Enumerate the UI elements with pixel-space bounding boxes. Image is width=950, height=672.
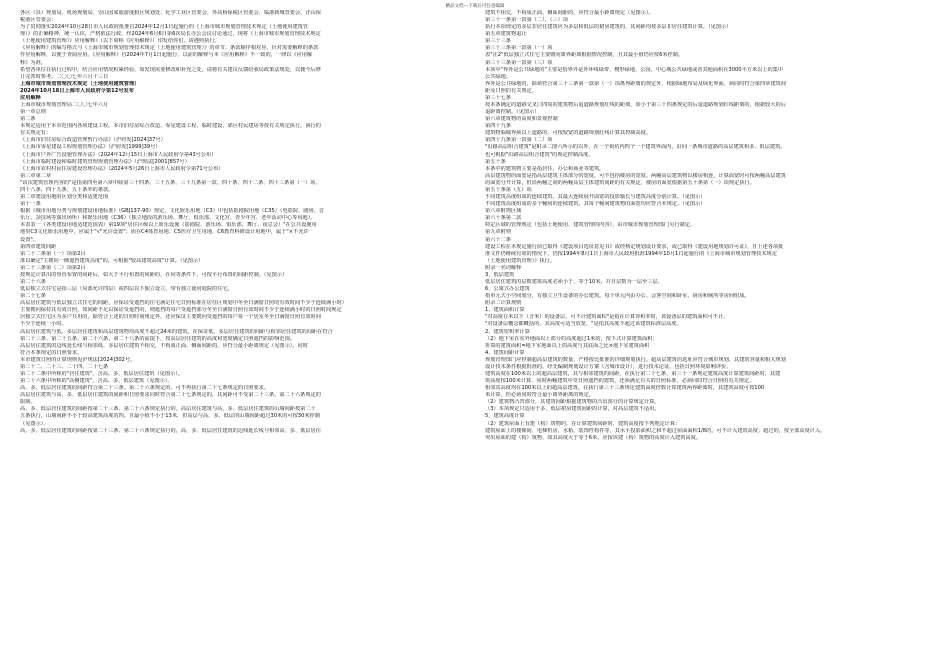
text-line: 规划管理部门应控制超高层建筑的数量，严格按比批准的详细规划执行。超高层建筑的选址应符合城市规划，其建筑容量和相关规划 bbox=[485, 356, 786, 363]
text-line: 释》为准。 bbox=[20, 59, 46, 66]
text-line: 第三十一条第一款第（二）、（三）项 bbox=[485, 17, 568, 24]
text-line: 3、低层建筑 bbox=[485, 271, 515, 278]
text-line: 特定区域的管理规定（包括土地使用、建筑管理的内容），由市城市规划管理部门另行制定。 bbox=[485, 222, 696, 229]
text-line: 第二十六条 bbox=[20, 278, 46, 285]
text-line: 《应用解释》的编写格式与《上海市城市规划管理技术规定（土地使用建筑管理）》的章节、条款顺序相对应，针对需要解释的条款 bbox=[20, 45, 319, 52]
left-column bbox=[20, 10, 460, 435]
text-line: 《上海市农村村民住房建设管理办法》（2024年5月26日上海市人民政府令第71号公布） bbox=[20, 165, 224, 172]
text-line: 第二章建设用地的区划分类和适建范围 bbox=[20, 194, 109, 201]
text-line: "沿路高层组合建筑"是附录二图六所示的以外，在一个街坊内四个一个建筑界面内，沿同一条城市道路的高层建筑和多、低层建筑， bbox=[485, 144, 786, 151]
text-line: 折算的建筑面积=地下室地面以上的高度与其底面之比×地下室建筑面积 bbox=[485, 342, 650, 349]
text-line: 上海市城市规划管理局二〇〇七年六月 bbox=[20, 102, 109, 109]
text-line: 执行本项规定的多层非居住建筑应为多层和低层的裙房建筑的，其间距均按多层非居住建筑计算。（见图示） bbox=[485, 24, 732, 31]
text-line: 第二十七条 bbox=[20, 293, 46, 300]
text-line: 四十八条、四十九条、五十条外的条款。 bbox=[20, 186, 114, 193]
text-line: 理）》的正确精神，统一认识，严格依法行政，经2024年6月6日第6次局长办公会议讨论通过，现将《上海市城市规划管理技术规定 bbox=[20, 31, 321, 38]
text-line: 希望各单位在执行过程中，结合应用情况积累经验，如发现需要修改和补充之处，请将有关建议反馈给我局政策法规处，以便今后修 bbox=[20, 66, 321, 73]
text-line: 第二十二条中所称的"居住建筑"，含高、多、低层居住建筑（见图示）。 bbox=[20, 370, 183, 377]
text-line: 高层居住建筑的边线延长线与相邻低、多层居住建筑不相交，不构成正面、侧面间距的，应符合最小距离规定（见图示）。同时 bbox=[20, 342, 308, 349]
text-line: 第三十七条 bbox=[485, 94, 511, 101]
text-line: 第三十三条第一款第（一）项 bbox=[485, 45, 553, 52]
text-line: 米计算，但必须同时符合最小离界距离的规定。 bbox=[485, 392, 594, 399]
text-line: 建筑屋面上的楼梯间、电梯机房、水箱、装饰性构件等，其水平投影面积之和不超过屋面面积1/8的，可不计入建筑高度；超过的，按全部高度计入。 bbox=[485, 427, 826, 434]
text-line: 《上海市零星建设工程规划管理办法》（沪府发[1999]39号） bbox=[20, 144, 161, 151]
text-line: 准以确定"主朝向一侧遮挡建筑高度"的，可根据"较高建筑高度"计算。（见图示） bbox=[20, 257, 204, 264]
text-line: 附录一名词解释 bbox=[485, 264, 522, 271]
text-line: 建设工程在本规定施行前已取得《建设项目选址意见书》或经核定规划设计要求，或已取得《建设用地规划许可证》，且上述各项批 bbox=[485, 243, 784, 250]
text-line: "对设备层概念都概括的，其高度可适当放宽，"是指其高度不超过该建筑标准层高度。 bbox=[485, 321, 682, 328]
text-line: 第二十三条第（二）项第2目 bbox=[20, 264, 86, 271]
page-header: 精品文档---下载后可任意编辑 bbox=[445, 4, 505, 9]
text-line: 第四十九条第一款第（二）项 bbox=[485, 137, 553, 144]
text-line: 上海市城市规划管理技术规定（土地使用建筑管理） bbox=[20, 80, 140, 87]
text-line: 不少于连续一小时。 bbox=[20, 321, 67, 328]
text-line: 高层居住建筑与低层独立式住宅的间距，应保证受遮挡的住宅满足住宅日照标准在居住区规划中冬至日满窗日照的有效时间不少于连续满小时） bbox=[20, 300, 347, 307]
text-line: 突出屋面的建（构）筑物，如其高度大于等于6米，应按该建（构）筑物的高度计入建筑高度。 bbox=[485, 434, 701, 441]
text-line: （土地使用建筑管理）》应用解释》（以下简称《应用解释》）印发给你们，请遵照执行。 bbox=[20, 38, 220, 45]
text-line: 退距离控制。（见图示） bbox=[485, 109, 540, 116]
text-line: 《上海市旧住房综合改造管理暂行办法》（沪府发[2024]37号） bbox=[20, 137, 166, 144]
text-line: 相邻其高度均在100米以上的超高层建筑，在执行第三十三条规定建筑高度倍数计算建筑两界距离时，其建筑高度可按100 bbox=[485, 385, 765, 392]
text-line: 设置"。 bbox=[20, 236, 38, 243]
text-line: 按本条确定的道路交叉口四周的建筑物后退道路规划红线的距离，如小于第三十四条规定的后退道路规划红线距离的，根据较大的后 bbox=[485, 102, 786, 109]
text-line: 第二十三条、第二十五条、第二十六条、第二十八条的前提下，按高层居住建筑的高度和宽度确定日照遮挡的影响范围。 bbox=[20, 335, 295, 342]
text-line: 高层建筑物的面宽是指高层建筑主体部分的宽度，可不包括楼房的宽度。两幢高层建筑物以楼房相连，计算面宽时可按两幢高层建筑 bbox=[485, 172, 786, 179]
text-line: 界外是公共绿地的，除须符合第三十三条第一款第（一）项离界距离的规定外，根据绿地布局及绿化界面、须同时符合第四章建筑间 bbox=[485, 80, 786, 87]
text-line: （土地使用建筑管理）》执行。 bbox=[485, 257, 556, 264]
text-line: 主要朝向保持其有效日照，如间距不足以保证受遮挡的，则遮挡的每户受遮挡部分冬至日满窗日照有效时间不少于连续满小时的日照时间规定 bbox=[20, 307, 342, 314]
text-line: 第一章总则 bbox=[20, 109, 46, 116]
text-line: 高、多、低层居住建筑的间距按第二十三条、第二十六条规定执行的，高层居住建筑与高、多、低层居住建筑的山墙间距按第二十 bbox=[20, 406, 316, 413]
text-line: 本规定适用于本市范围内各项建设工程。本市旧住房综合改造、零星建设工程、临时建设、郊区村民建房等按有关规定执行，我行的 bbox=[20, 123, 321, 130]
text-line: 第五章建筑物退让 bbox=[485, 31, 527, 38]
text-line: 第九章附则 bbox=[485, 229, 511, 236]
text-line: 第三十三条第一款第（三）项 bbox=[485, 59, 553, 66]
text-line: 《上海市临时建设和临时建筑管理规划管理办法》（沪规法[2001]857号） bbox=[20, 158, 190, 165]
text-line: 设计技术条件根据批准的，经先编制规划设计方案（含城市设计），进行技术论证，包括日照环境影响评价。 bbox=[485, 363, 732, 370]
text-line: （见图示）。 bbox=[20, 420, 49, 427]
text-line: 2024年10月18日上海市人民政府令第12号发布 bbox=[20, 87, 134, 94]
text-line: 《上海市户外广告设施管理办法》（2024年12月15日上海市人民政府令第43号公布） bbox=[20, 151, 217, 158]
text-line: 不同建筑高度组成的多个幢间的连续建筑，其每个幢间建筑物的面宽均应符合本规定。（见图示） bbox=[485, 201, 706, 208]
text-line: 第四章建筑间距 bbox=[20, 243, 57, 250]
text-line: （2）地下室在室外地面以上部分的高度超过1米的，按下式计算建筑面积： bbox=[485, 335, 658, 342]
text-line: 低层居住建筑的层数建筑高度必须小于、等于10米，并且层数为一层至三层。 bbox=[485, 278, 663, 285]
text-line: 也可根据"沿路高层组合建筑"的规定控制高度。 bbox=[485, 151, 594, 158]
text-line: 本项中"界外是公共绿地的"主要是指界外是外环线绿带、楔形绿地、公园、中心城公共绿地或者其他面积在3000平方米以上的集中 bbox=[485, 66, 784, 73]
text-line: "该次建筑管理内容的"是指第四至第六章中除第三十四条、三十五条、三十九条第一款、四十条、四十二条、四十三条第（一）项、 bbox=[20, 179, 321, 186]
text-line: 高层居住建筑与低、多层居住建筑和高层建筑物均高度不超过24米的建筑，在保证低、多层居住建筑的间距与相邻居住建筑的间距在符合 bbox=[20, 328, 333, 335]
text-line: 第八章附则区域 bbox=[485, 208, 522, 215]
text-line: 建筑不相交，不构成正面、侧面间距的，应符合最小距离规定（见图示）。 bbox=[485, 10, 654, 16]
text-line: 低层独立式住宅是指三层（局部允许四层）或四层以下独立设立，带有独立使用庭院的住宅。 bbox=[20, 286, 233, 293]
text-line: 订完善时参考。二〇〇七年六月十三日 bbox=[20, 73, 109, 80]
text-line: 第六十条第二款 bbox=[485, 215, 522, 222]
text-line: 筑高度按100米计算，同时两幢建筑中受日照遮挡的建筑，还须满足有关的日照标准，必须同时符合日照的有关规定。 bbox=[485, 378, 755, 385]
text-line: 符合本条规定的日照要求。 bbox=[20, 349, 83, 356]
text-line: 指单元式小空间划分，有独立卫生设备的办公建筑。每个单元内由办公、会客空间和卧室、厨房和厕所等房间组成。 bbox=[485, 293, 750, 300]
text-line: 各区（县）规划局、机场规划局、崇山国家旅游度假区规划处、化学工业区管委会、外高桥保税区管委会、临港新城管委会、洋山保 bbox=[20, 10, 321, 16]
text-line: 作应用解释，以便于查阅应用。《应用解释》自2024年7月1日起施行，以前的解释与本《应用解释》不一致的，一律以《应用解 bbox=[20, 52, 313, 59]
text-line: 距及日照的有关规定。 bbox=[485, 87, 537, 94]
text-line: 4、建筑间距计算 bbox=[485, 349, 525, 356]
right-column bbox=[485, 10, 925, 442]
text-line: 不同建筑高度组成的连续建筑，其最大连续展开面宽的投影轴长与建筑高度分别计算。（见图示） bbox=[485, 194, 706, 201]
text-line: （2）建筑物凸凹部分，其建筑间距根据建筑物的凸出部分的计算规定计算。 bbox=[485, 399, 660, 406]
text-line: 应用解释 bbox=[20, 94, 41, 101]
text-line: 本表表一《各类建设用地适建范围表》第19项"居住区级以上娱乐设施（影剧院、游乐场、俱乐部、舞厅、夜总会）"在公共设施用 bbox=[20, 222, 317, 229]
text-line: 高、多、低层居住建筑的间距符合第二十三条、第二十六条规定的，可不再执行第二十七条规定的日照要求。 bbox=[20, 385, 270, 392]
text-line: （3）本项规定只适用于多、低层裙房建筑间距的计算，对高层建筑不适用。 bbox=[485, 406, 660, 413]
text-line: 有关规定有： bbox=[20, 130, 52, 137]
text-line: 第二十二、二十三、二十四、二十七条 bbox=[20, 363, 109, 370]
text-line: 乐厅、杂技场等演出场所）和娱乐用地（C36）（独立地段的游乐场、舞厅、俱乐部、文化宫、青少年宫、老年活动中心等用地）。 bbox=[20, 215, 316, 222]
text-line: 第二条 bbox=[20, 116, 36, 123]
text-line: 第二十二条第（一）项第2目 bbox=[20, 250, 86, 257]
text-line: 限制。 bbox=[20, 399, 36, 406]
text-line: 1、建筑面积计算 bbox=[485, 307, 525, 314]
text-line: 五条执行，山墙间距不小于较高建筑高度的四。且最小值不小于13米，但高层与高、多、低层的山墙间距超过30米的可按30米控制 bbox=[20, 413, 320, 420]
text-line: 居独立式住宅区为多户共用的，除符合上述的日照时间规定外，还应保证主要朝向受遮挡的每户每一个居室冬至日满窗日照有效时间 bbox=[20, 314, 321, 321]
text-line: 按规定计算出的垂直布置的间距后，如大于平行布置的间距的，在同等条件下，可按平行布置的间距控制。（见图示） bbox=[20, 271, 288, 278]
text-line: 第二十六条中所称的"高侧建筑"，含高、多、低层建筑（见图示）。 bbox=[20, 378, 173, 385]
text-line: 准文件仍继续有效的情况下，仍按1994年8月1日上海市人民政府批准1994年10月1日起施行的《上海市城市规划管理技术规定 bbox=[485, 250, 777, 257]
text-line: （2）建筑屋面上有建（构）筑物的，在计算建筑间距时，建筑高度按下列规定计算： bbox=[485, 420, 681, 427]
text-line: 第十一条 bbox=[20, 201, 41, 208]
text-line: 表"注2"低层独立式住宅主要朝向离界距离根据情况控制，且其最小值仍应按6米控制。 bbox=[485, 52, 684, 59]
text-line: 建筑高度在100米以上的超高层建筑，其与相邻建筑的间距，在执行第二十七条、第三十一条规定建筑高度计算建筑间距时，其建 bbox=[485, 370, 781, 377]
text-line: 本条中的建筑物主要是指居住，办公和商业等建筑。 bbox=[485, 165, 605, 172]
text-line: 第五十条第（五）项 bbox=[485, 186, 532, 193]
text-line: 2、建筑密积率计算 bbox=[485, 328, 530, 335]
text-line: 高层居住建筑与高、多、低层居住建筑的间距和日照要求同时符合第二十七条规定的，其间距可不受第二十三条、第二十六条规定的 bbox=[20, 392, 321, 399]
text-line: 6、公寓式办公建筑 bbox=[485, 286, 530, 293]
text-line: 公共绿地。 bbox=[485, 73, 511, 80]
text-line: 建筑物临城界须以上道路的，可按较宽的道路规划红线计算其控制高度。 bbox=[485, 130, 652, 137]
text-line: 地里C3文化娱乐用地中，应属于"√"允许设置"；而在C4体育用地、C5医疗卫生用地、C6教育科研设计用地中，属于"×不允许 bbox=[20, 229, 309, 236]
text-line: 第四十九条 bbox=[485, 123, 511, 130]
text-line: 的面宽分开计算，但沿两幢之间的两幢高层主体建筑间距的有关规定，楼房的面宽根据第五十条第（一）项规定执行。 bbox=[485, 179, 755, 186]
text-line: 附录二计算规则 bbox=[485, 300, 522, 307]
text-line: 高、多、低层居住建筑的间距按第二十三条、第二十六条规定执行的，高、多、低层居住建筑的边线延长线与相邻高、多、低层居住 bbox=[20, 427, 321, 434]
text-line: 第三章第二章 bbox=[20, 172, 52, 179]
text-line: 第五十条 bbox=[485, 158, 506, 165]
text-line: 为了贯彻落实2024年10月28日市人民政府批准自2024年12月1日起施行的《上海市城市规划管理技术规定（土地使用建筑管 bbox=[20, 24, 309, 31]
text-line: 根据《城市用地分类与规划建设用地标准》（GBJ137-90）规定，文化娱乐用地（C3）中包括影剧院用地（C35）（电影院、剧场、音 bbox=[20, 208, 324, 215]
text-line: 税港区管委会： bbox=[20, 17, 57, 24]
text-line: 本市建筑日照的计算规则见沪规法[2024]302号。 bbox=[20, 356, 136, 363]
text-line: 5、建筑高度计算 bbox=[485, 413, 525, 420]
text-line: 第六章建筑物的高度和景观控制 bbox=[485, 116, 558, 123]
text-line: 第三十三条 bbox=[485, 38, 511, 45]
text-line: "对高度在米以下（含米）的设备层，可不计建筑面积"是指在计算容积率时，该设备层的建筑面积可不计。 bbox=[485, 314, 729, 321]
text-line: 第六十二条 bbox=[485, 236, 511, 243]
